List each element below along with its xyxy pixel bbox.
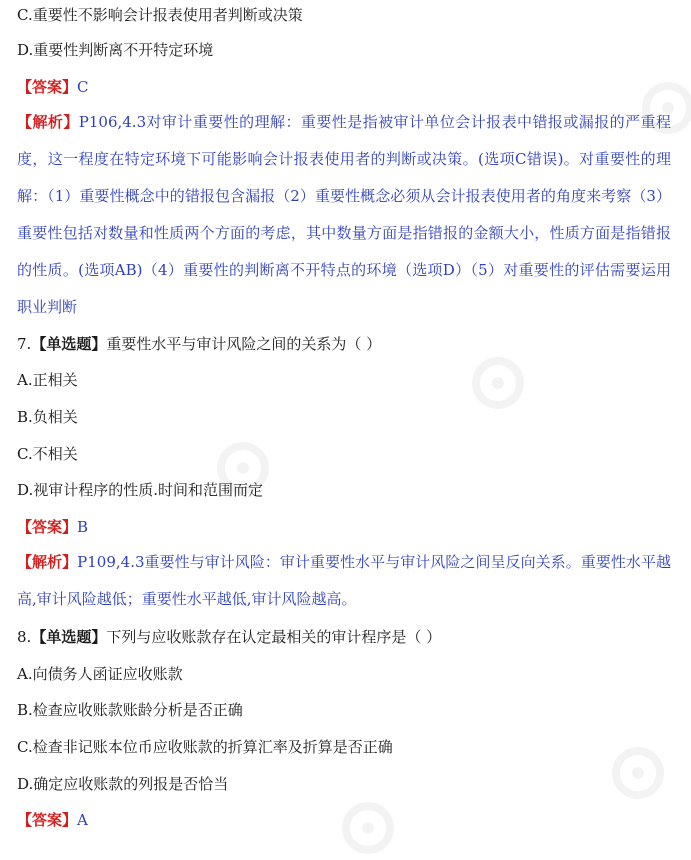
q8-answer-value: A	[77, 811, 88, 829]
q6-analysis	[17, 104, 671, 326]
q8-number: 8.	[17, 628, 32, 646]
watermark-logo-icon	[470, 355, 526, 411]
q7-option-c: C.不相关	[17, 445, 78, 463]
q7-stem	[17, 334, 381, 354]
q8-option-a: A.向债务人函证应收账款	[17, 665, 183, 683]
q8-option-b: B.检查应收账款账龄分析是否正确	[17, 701, 243, 719]
q6-answer-label: 【答案】	[17, 78, 78, 96]
q6-analysis-text: P106,4.3对审计重要性的理解：重要性是指被审计单位会计报表中错报或漏报的严重程度，这一程度在特定环境下可能影响会计报表使用者的判断或决策。(选项C错误)。对重要性的理解：（1）重要性概念中的错报包含漏报（2）重要性概念必须从会计报表使用者的角度来考察（3）重要性包括对数量和性质两个方面的考虑，其中数量方面是指错报的金额大小，性质方面是指错报的性质。(选项AB)（4）重要性的判断离不开特点的环境（选项D）（5）对重要性的评估需要运用职业判断	[17, 113, 671, 316]
q7-option-a: A.正相关	[17, 371, 78, 389]
q7-answer-label: 【答案】	[17, 518, 78, 536]
q7-answer-value: B	[77, 518, 89, 536]
q6-option-c: C.重要性不影响会计报表使用者判断或决策	[17, 6, 303, 24]
q8-option-c: C.检查非记账本位币应收账款的折算汇率及折算是否正确	[17, 738, 393, 756]
q8-type: 【单选题】	[31, 628, 107, 646]
q7-answer	[17, 517, 88, 537]
q6-answer	[17, 77, 89, 97]
q7-number: 7.	[17, 335, 32, 353]
q7-analysis-text: P109,4.3重要性与审计风险：审计重要性水平与审计风险之间呈反向关系。重要性水平越高,审计风险越低；重要性水平越低,审计风险越高。	[17, 553, 671, 608]
q8-answer	[17, 810, 88, 830]
watermark-logo-icon	[340, 800, 396, 856]
q6-answer-value: C	[77, 78, 89, 96]
q6-option-d: D.重要性判断离不开特定环境	[17, 41, 214, 59]
q7-option-b: B.负相关	[17, 408, 78, 426]
q8-option-d: D.确定应收账款的列报是否恰当	[17, 775, 229, 793]
q8-answer-label: 【答案】	[17, 811, 78, 829]
q7-type: 【单选题】	[31, 335, 107, 353]
q7-stem-text: 重要性水平与审计风险之间的关系为（ ）	[106, 335, 382, 353]
q6-analysis-label: 【解析】	[17, 113, 79, 131]
q7-option-d: D.视审计程序的性质.时间和范围而定	[17, 481, 264, 499]
q8-stem	[17, 627, 441, 647]
q8-stem-text: 下列与应收账款存在认定最相关的审计程序是（ ）	[106, 628, 442, 646]
watermark-logo-icon	[610, 745, 666, 801]
q7-analysis-label: 【解析】	[17, 553, 78, 571]
q7-analysis	[17, 544, 671, 618]
